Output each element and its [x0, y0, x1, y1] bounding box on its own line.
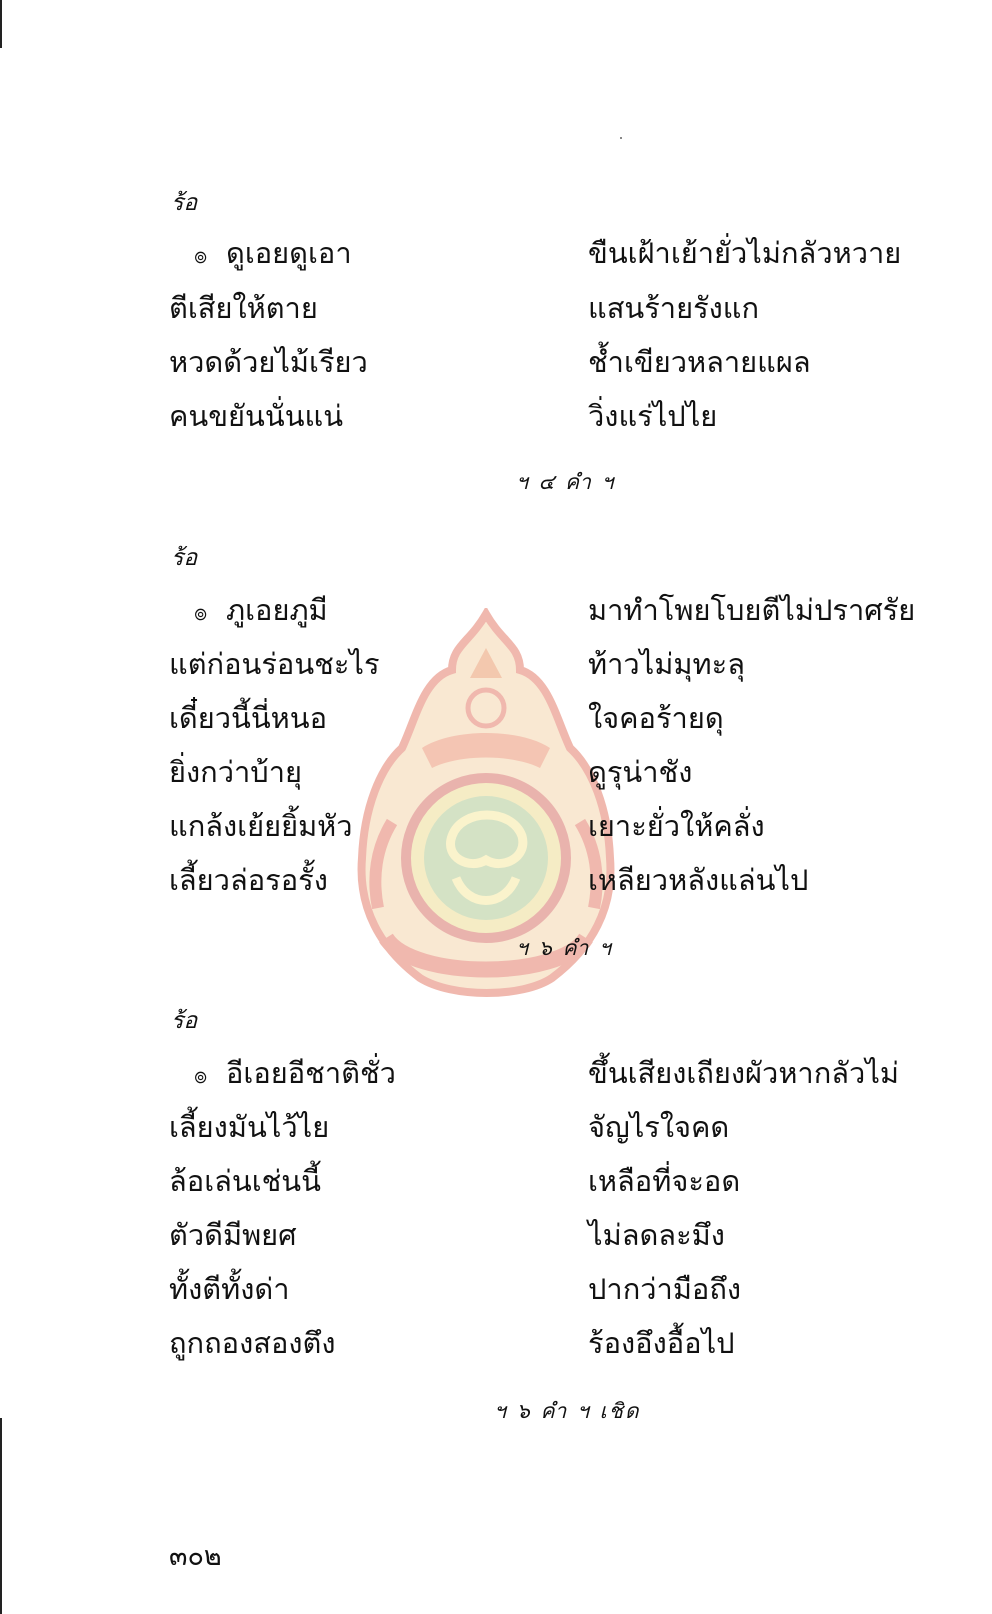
stanza-2-count: ฯ ๖ คำ ฯ	[516, 936, 613, 960]
stanza-1-line-3-left: หวดด้วยไม้เรียว	[169, 345, 368, 379]
stanza-1-line-1-left-text: ดูเอยดูเอา	[226, 236, 352, 270]
stanza-3-line-1-right: ขึ้นเสียงเถียงผัวหากลัวไม่	[588, 1056, 900, 1090]
stanza-2-line-4-right: ดูรุน่าชัง	[588, 755, 693, 789]
bullet-icon: ๏	[194, 601, 208, 626]
stanza-3-line-5-right: ปากว่ามือถึง	[588, 1272, 742, 1306]
stanza-3-line-3-right: เหลือที่จะอด	[588, 1164, 741, 1198]
stanza-3-line-6-left: ถูกถองสองตึง	[169, 1326, 336, 1360]
stanza-1-line-1-right: ขืนเฝ้าเย้ายั่วไม่กลัวหวาย	[588, 236, 902, 270]
page-number: ๓๐๒	[169, 1541, 222, 1572]
stanza-3-line-3-left: ล้อเล่นเช่นนี้	[169, 1164, 321, 1198]
stanza-2-line-6-left: เลี้ยวล่อรอรั้ง	[169, 863, 328, 897]
stanza-3-line-2-left: เลี้ยงมันไว้ไย	[169, 1110, 330, 1144]
stanza-1-line-1-left	[194, 236, 352, 270]
stanza-1-line-4-left: คนขยันนั่นแน่	[169, 399, 344, 433]
stanza-3-line-6-right: ร้องอึงอื้อไป	[588, 1326, 735, 1360]
stanza-2-line-5-left: แกล้งเย้ยยิ้มหัว	[169, 809, 353, 843]
stanza-2-line-4-left: ยิ่งกว่าบ้ายุ	[169, 755, 302, 789]
stanza-1-line-2-right: แสนร้ายรังแก	[588, 291, 760, 325]
stanza-2-line-6-right: เหลียวหลังแล่นไป	[588, 863, 809, 897]
stanza-2-line-3-right: ใจคอร้ายดุ	[588, 701, 724, 735]
stanza-2-label: ร้อ	[171, 545, 198, 571]
stanza-2-line-1-right: มาทำโพยโบยตีไม่ปราศรัย	[588, 593, 916, 627]
stanza-2-line-2-right: ท้าวไม่มุทะลุ	[588, 647, 745, 681]
scan-edge-bottom	[0, 1418, 2, 1614]
stanza-2-line-5-right: เยาะยั่วให้คลั่ง	[588, 809, 765, 843]
scan-edge-top	[0, 0, 2, 48]
stanza-3-line-4-left: ตัวดีมีพยศ	[169, 1218, 297, 1252]
stanza-2-line-2-left: แต่ก่อนร่อนชะไร	[169, 647, 380, 681]
bullet-icon: ๏	[194, 1064, 208, 1089]
stanza-3-line-4-right: ไม่ลดละมึง	[588, 1218, 725, 1252]
stanza-2-line-3-left: เดี๋ยวนี้นี่หนอ	[169, 701, 328, 735]
stanza-3-line-1-left-text: อีเอยอีชาติชั่ว	[226, 1056, 396, 1090]
stanza-1-line-2-left: ตีเสียให้ตาย	[169, 291, 318, 325]
stanza-3-count: ฯ ๖ คำ ฯ เชิด	[494, 1399, 641, 1423]
stanza-3-line-1-left	[194, 1056, 396, 1090]
scan-speck	[620, 137, 622, 139]
stanza-2-line-1-left	[194, 593, 328, 627]
stanza-3-label: ร้อ	[171, 1008, 198, 1034]
stanza-1-line-4-right: วิ่งแร่ไปไย	[588, 399, 718, 433]
bullet-icon: ๏	[194, 244, 208, 269]
stanza-1-label: ร้อ	[171, 190, 198, 216]
stanza-2-line-1-left-text: ภูเอยภูมี	[226, 593, 328, 627]
stanza-3-line-5-left: ทั้งตีทั้งด่า	[169, 1272, 290, 1306]
stanza-1-count: ฯ ๔ คำ ฯ	[516, 470, 616, 494]
stanza-3-line-2-right: จัญไรใจคด	[588, 1110, 730, 1144]
stanza-1-line-3-right: ช้ำเขียวหลายแผล	[588, 345, 811, 379]
